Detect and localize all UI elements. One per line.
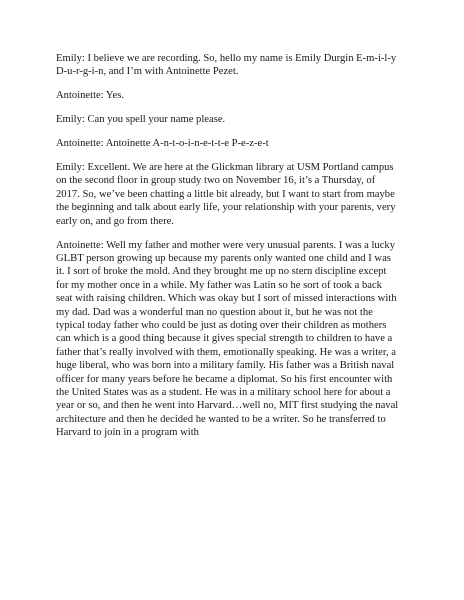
transcript-paragraph-antoinette-spelling: Antoinette: Antoinette A-n-t-o-i-n-e-t-t-e P-e-z-e-t <box>56 138 269 150</box>
transcript-paragraph-emily-intro: Emily: I believe we are recording. So, hello my name is Emily Durgin E-m-i-l-y D-u-r-g-i-n, and I’m with Antoinette Pezet. <box>56 53 397 78</box>
transcript-paragraph-emily-spell-request: Emily: Can you spell your name please. <box>56 114 226 126</box>
interview-transcript <box>56 52 401 450</box>
transcript-paragraph-antoinette-yes: Antoinette: Yes. <box>56 90 124 102</box>
transcript-paragraph-emily-location: Emily: Excellent. We are here at the Glickman library at USM Portland campus on the second floor in group study two on November 16, it’s a Thursday, of 2017. So, we’ve been chatting a little bit already, but I want to start from maybe the beginning and talk about early life, your relationship with your parents, very early on, and go from there. <box>56 162 396 227</box>
transcript-paragraph-antoinette-parents: Antoinette: Well my father and mother were very unusual parents. I was a lucky GLBT person growing up because my parents only wanted one child and I was it. I sort of broke the mold. And they brought me up no stern discipline except for my mother once in a while. My father was Latin so he sort of took a back seat with raising children. Which was okay but I sort of missed interactions with my dad. Dad was a wonderful man no question about it, but he was not the typical today father who could be just as doting over their children as mothers can which is a good thing because it gives special strength to children to have a father that’s really involved with them, emotionally speaking. He was a writer, a huge liberal, who was born into a military family. His father was a British naval officer for many years before he became a diplomat. So his first encounter with the United States was as a student. He was in a military school here for about a year or so, and then he went into Harvard…well no, MIT first studying the naval architecture and then he decided he wanted to be a writer. So he transferred to Harvard to join in a program with <box>56 239 399 439</box>
